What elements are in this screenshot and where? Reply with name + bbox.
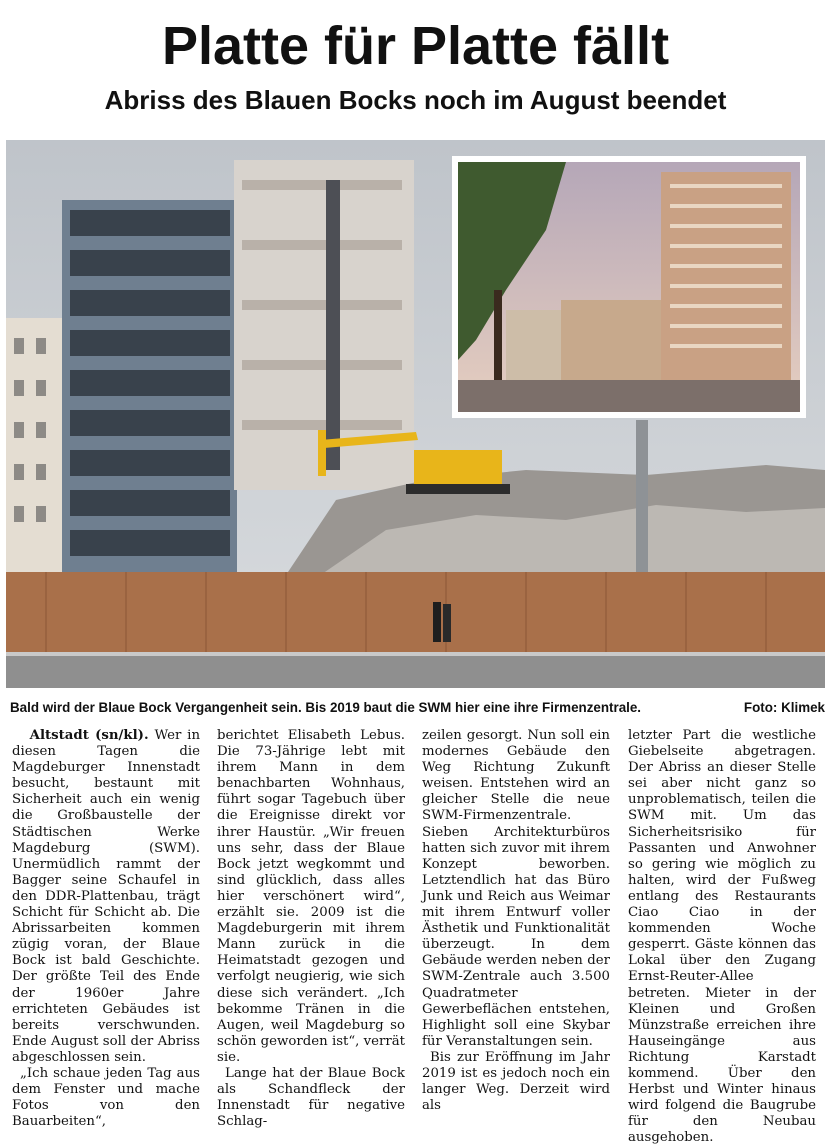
column-3 <box>422 728 610 1114</box>
paragraph-text: Wer in diesen Tagen die Magdeburger Innenstadt besucht, bestaunt mit Sicherheit auch ein wenig die Großbaustelle der Städtischen Werke Magdeburg (SWM). Unermüdlich rammt der Bagger seine Schaufel in den DDR-Plattenbau, trägt Schicht für Schicht ab. Die Abrissarbeiten kommen zügig voran, der Blaue Bock ist bald Geschichte. Der größte Teil des Ende der 1960er Jahre errichteten Gebäudes ist bereits verschwunden. Ende August soll der Abriss abgeschlossen sein. <box>12 728 201 1065</box>
paragraph: Lange hat der Blaue Bock als Schandfleck der Innenstadt für negative Schlag- <box>217 1065 405 1130</box>
column-4 <box>628 728 816 1146</box>
column-2 <box>217 728 405 1130</box>
demolition-photo <box>6 140 825 688</box>
paragraph <box>12 728 200 1066</box>
photo-credit: Foto: Klimek <box>743 700 825 715</box>
paragraph: „Ich schaue jeden Tag aus dem Fenster und mache Fotos von den Bauarbeiten“, <box>12 1065 200 1130</box>
paragraph: zeilen gesorgt. Nun soll ein modernes Gebäude den Weg Richtung Zukunft weisen. Entstehen wird an gleicher Stelle die neue SWM-Firmenzentrale. Sieben Architekturbüros hatten sich zuvor mit ihrem Konzept beworben. Letztendlich hat das Büro Junk und Reich aus Weimar mit ihrem Entwurf voller Ästhetik und Funktionalität überzeugt. In dem Gebäude werden neben der SWM-Zentrale auch 3.500 Quadratmeter Gewerbeflächen entstehen, Highlight soll eine Skybar für Veranstaltungen sein. <box>422 728 610 1049</box>
headline: Platte für Platte fällt <box>161 16 670 76</box>
paragraph: Bis zur Eröffnung im Jahr 2019 ist es jedoch noch ein langer Weg. Derzeit wird als <box>422 1049 610 1114</box>
subheadline: Abriss des Blauen Bocks noch im August beendet <box>104 85 727 115</box>
column-1 <box>12 728 200 1130</box>
paragraph: letzter Part die westliche Giebelseite abgetragen. Der Abriss an dieser Stelle sei aber nicht ganz so unproblematisch, teilen die SWM mit. Um das Sicherheitsrisiko für Passanten und Anwohner so gering wie möglich zu halten, wird der Fußweg entlang des Restaurants Ciao Ciao in der kommenden Woche gesperrt. Gäste können das Lokal über den Zugang Ernst-Reuter-Allee betreten. Mieter in der Kleinen und Großen Münzstraße erreichen ihre Hauseingänge aus Richtung Karstadt kommend. Über den Herbst und Winter hinaus wird folgend die Baugrube für den Neubau ausgehoben. <box>628 728 816 1146</box>
dateline: Altstadt (sn/kl). <box>29 728 149 743</box>
paragraph: berichtet Elisabeth Lebus. Die 73-Jährige lebt mit ihrem Mann in dem benachbarten Wohnhaus, führt sogar Tagebuch über die Ereignisse direkt vor ihrer Haustür. „Wir freuen uns sehr, dass der Blaue Bock jetzt wegkommt und sind glücklich, dass alles hier verschönert wird“, erzählt sie. 2009 ist die Magdeburgerin mit ihrem Mann zurück in die Heimatstadt gezogen und verfolgt neugierig, wie sich diese sich verändert. „Ich bekomme Tränen in die Augen, weil Magdeburg so schön geworden ist“, verrät sie. <box>217 728 405 1065</box>
caption-text: Bald wird der Blaue Bock Vergangenheit sein. Bis 2019 baut die SWM hier eine ihre Firmenzentrale. <box>10 700 642 715</box>
article-body <box>12 728 824 1146</box>
photo-caption <box>10 700 825 722</box>
